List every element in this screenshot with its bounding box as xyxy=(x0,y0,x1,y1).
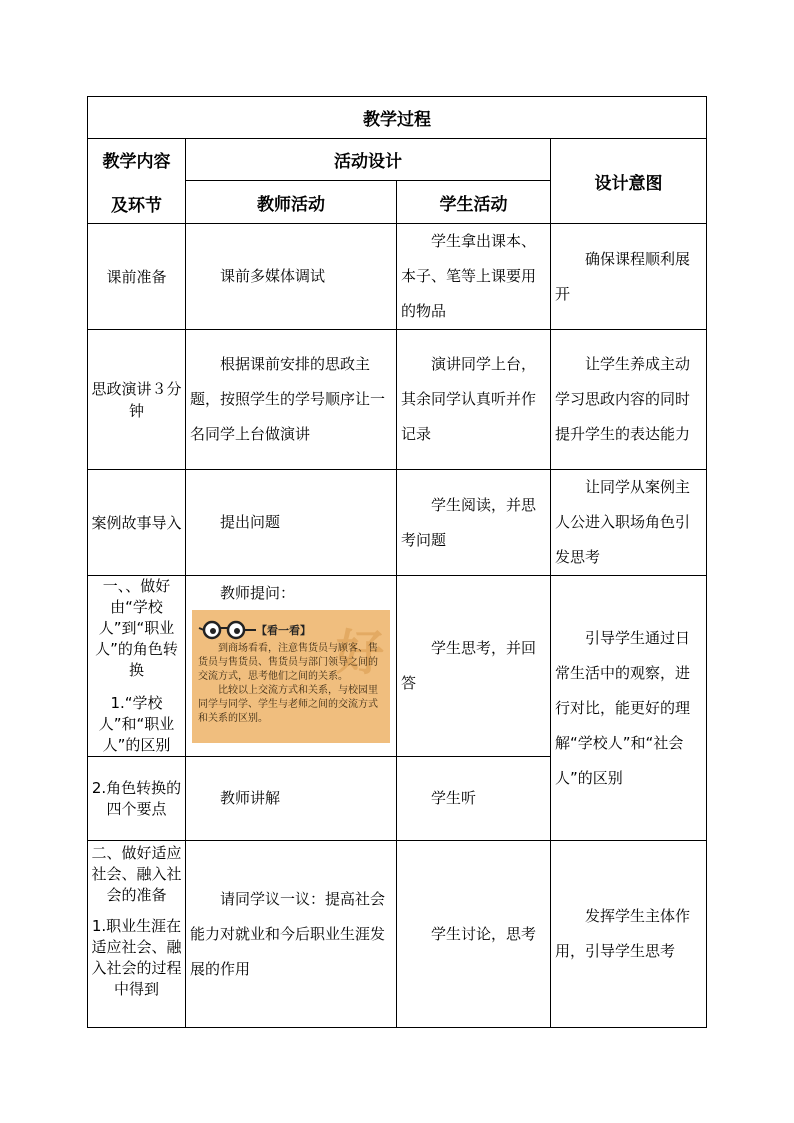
image-paragraph: 到商场看看，注意售货员与顾客、售货员与售货员、售货员与部门领导之间的交流方式，思考他们之间的关系。 xyxy=(198,643,378,682)
row-stage: 思政演讲３分钟 xyxy=(88,330,186,470)
look-and-see-image xyxy=(192,610,390,743)
header-design-intent: 设计意图 xyxy=(551,139,707,224)
table-row xyxy=(88,224,707,330)
header-student-activity: 学生活动 xyxy=(397,181,551,224)
stage-title: 一、、做好由“学校人”到“职业人”的角色转换 xyxy=(95,577,178,679)
teacher-question-label: 教师提问： xyxy=(220,584,296,602)
table-title: 教学过程 xyxy=(88,97,707,139)
row-stage: 案例故事导入 xyxy=(88,470,186,576)
header-activity-design: 活动设计 xyxy=(186,139,551,181)
table-row xyxy=(88,470,707,576)
glasses-icon xyxy=(198,618,258,640)
row-teacher-activity: 提出问题 xyxy=(186,470,397,576)
row-design-intent: 让同学从案例主人公进入职场角色引发思考 xyxy=(551,470,707,576)
row-design-intent: 引导学生通过日常生活中的观察，进行对比，能更好的理解“学校人”和“社会人”的区别 xyxy=(551,576,707,841)
row-stage: 2.角色转换的四个要点 xyxy=(88,757,186,841)
row-stage xyxy=(88,841,186,1028)
row-teacher-activity: 根据课前安排的思政主题，按照学生的学号顺序让一名同学上台做演讲 xyxy=(186,330,397,470)
row-teacher-activity: 教师讲解 xyxy=(186,757,397,841)
image-heading: 【看一看】 xyxy=(256,624,311,637)
background-character-decoration: 好 xyxy=(335,625,384,681)
row-design-intent: 确保课程顺利展开 xyxy=(551,224,707,330)
row-design-intent: 让学生养成主动学习思政内容的同时提升学生的表达能力 xyxy=(551,330,707,470)
table-row xyxy=(88,576,707,757)
stage-title: 二、做好适应社会、融入社会的准备 xyxy=(91,844,182,904)
row-student-activity: 学生听 xyxy=(397,757,551,841)
header-teacher-activity: 教师活动 xyxy=(186,181,397,224)
row-student-activity: 学生拿出课本、本子、笔等上课要用的物品 xyxy=(397,224,551,330)
header-content-line1: 教学内容 xyxy=(102,152,171,172)
stage-subtitle: 1.职业生涯在适应社会、融入社会的过程中得到 xyxy=(91,917,182,998)
table-row xyxy=(88,330,707,470)
image-text xyxy=(198,642,386,726)
row-student-activity: 学生思考，并回答 xyxy=(397,576,551,757)
table-row xyxy=(88,841,707,1028)
header-content-stage xyxy=(88,139,186,224)
header-content-line2: 及环节 xyxy=(111,196,162,216)
row-student-activity: 学生阅读，并思考问题 xyxy=(397,470,551,576)
row-student-activity: 学生讨论，思考 xyxy=(397,841,551,1028)
row-stage: 课前准备 xyxy=(88,224,186,330)
row-teacher-activity: 课前多媒体调试 xyxy=(186,224,397,330)
row-teacher-activity: 请同学议一议：提高社会能力对就业和今后职业生涯发展的作用 xyxy=(186,841,397,1028)
row-design-intent: 发挥学生主体作用，引导学生思考 xyxy=(551,841,707,1028)
row-stage xyxy=(88,576,186,757)
teaching-process-table xyxy=(87,96,707,1028)
image-paragraph: 比较以上交流方式和关系，与校园里同学与同学、学生与老师之间的交流方式和关系的区别。 xyxy=(198,685,378,724)
row-teacher-activity xyxy=(186,576,397,757)
row-student-activity: 演讲同学上台，其余同学认真听并作记录 xyxy=(397,330,551,470)
stage-subtitle: 1.“学校人”和“职业人”的区别 xyxy=(98,694,175,754)
